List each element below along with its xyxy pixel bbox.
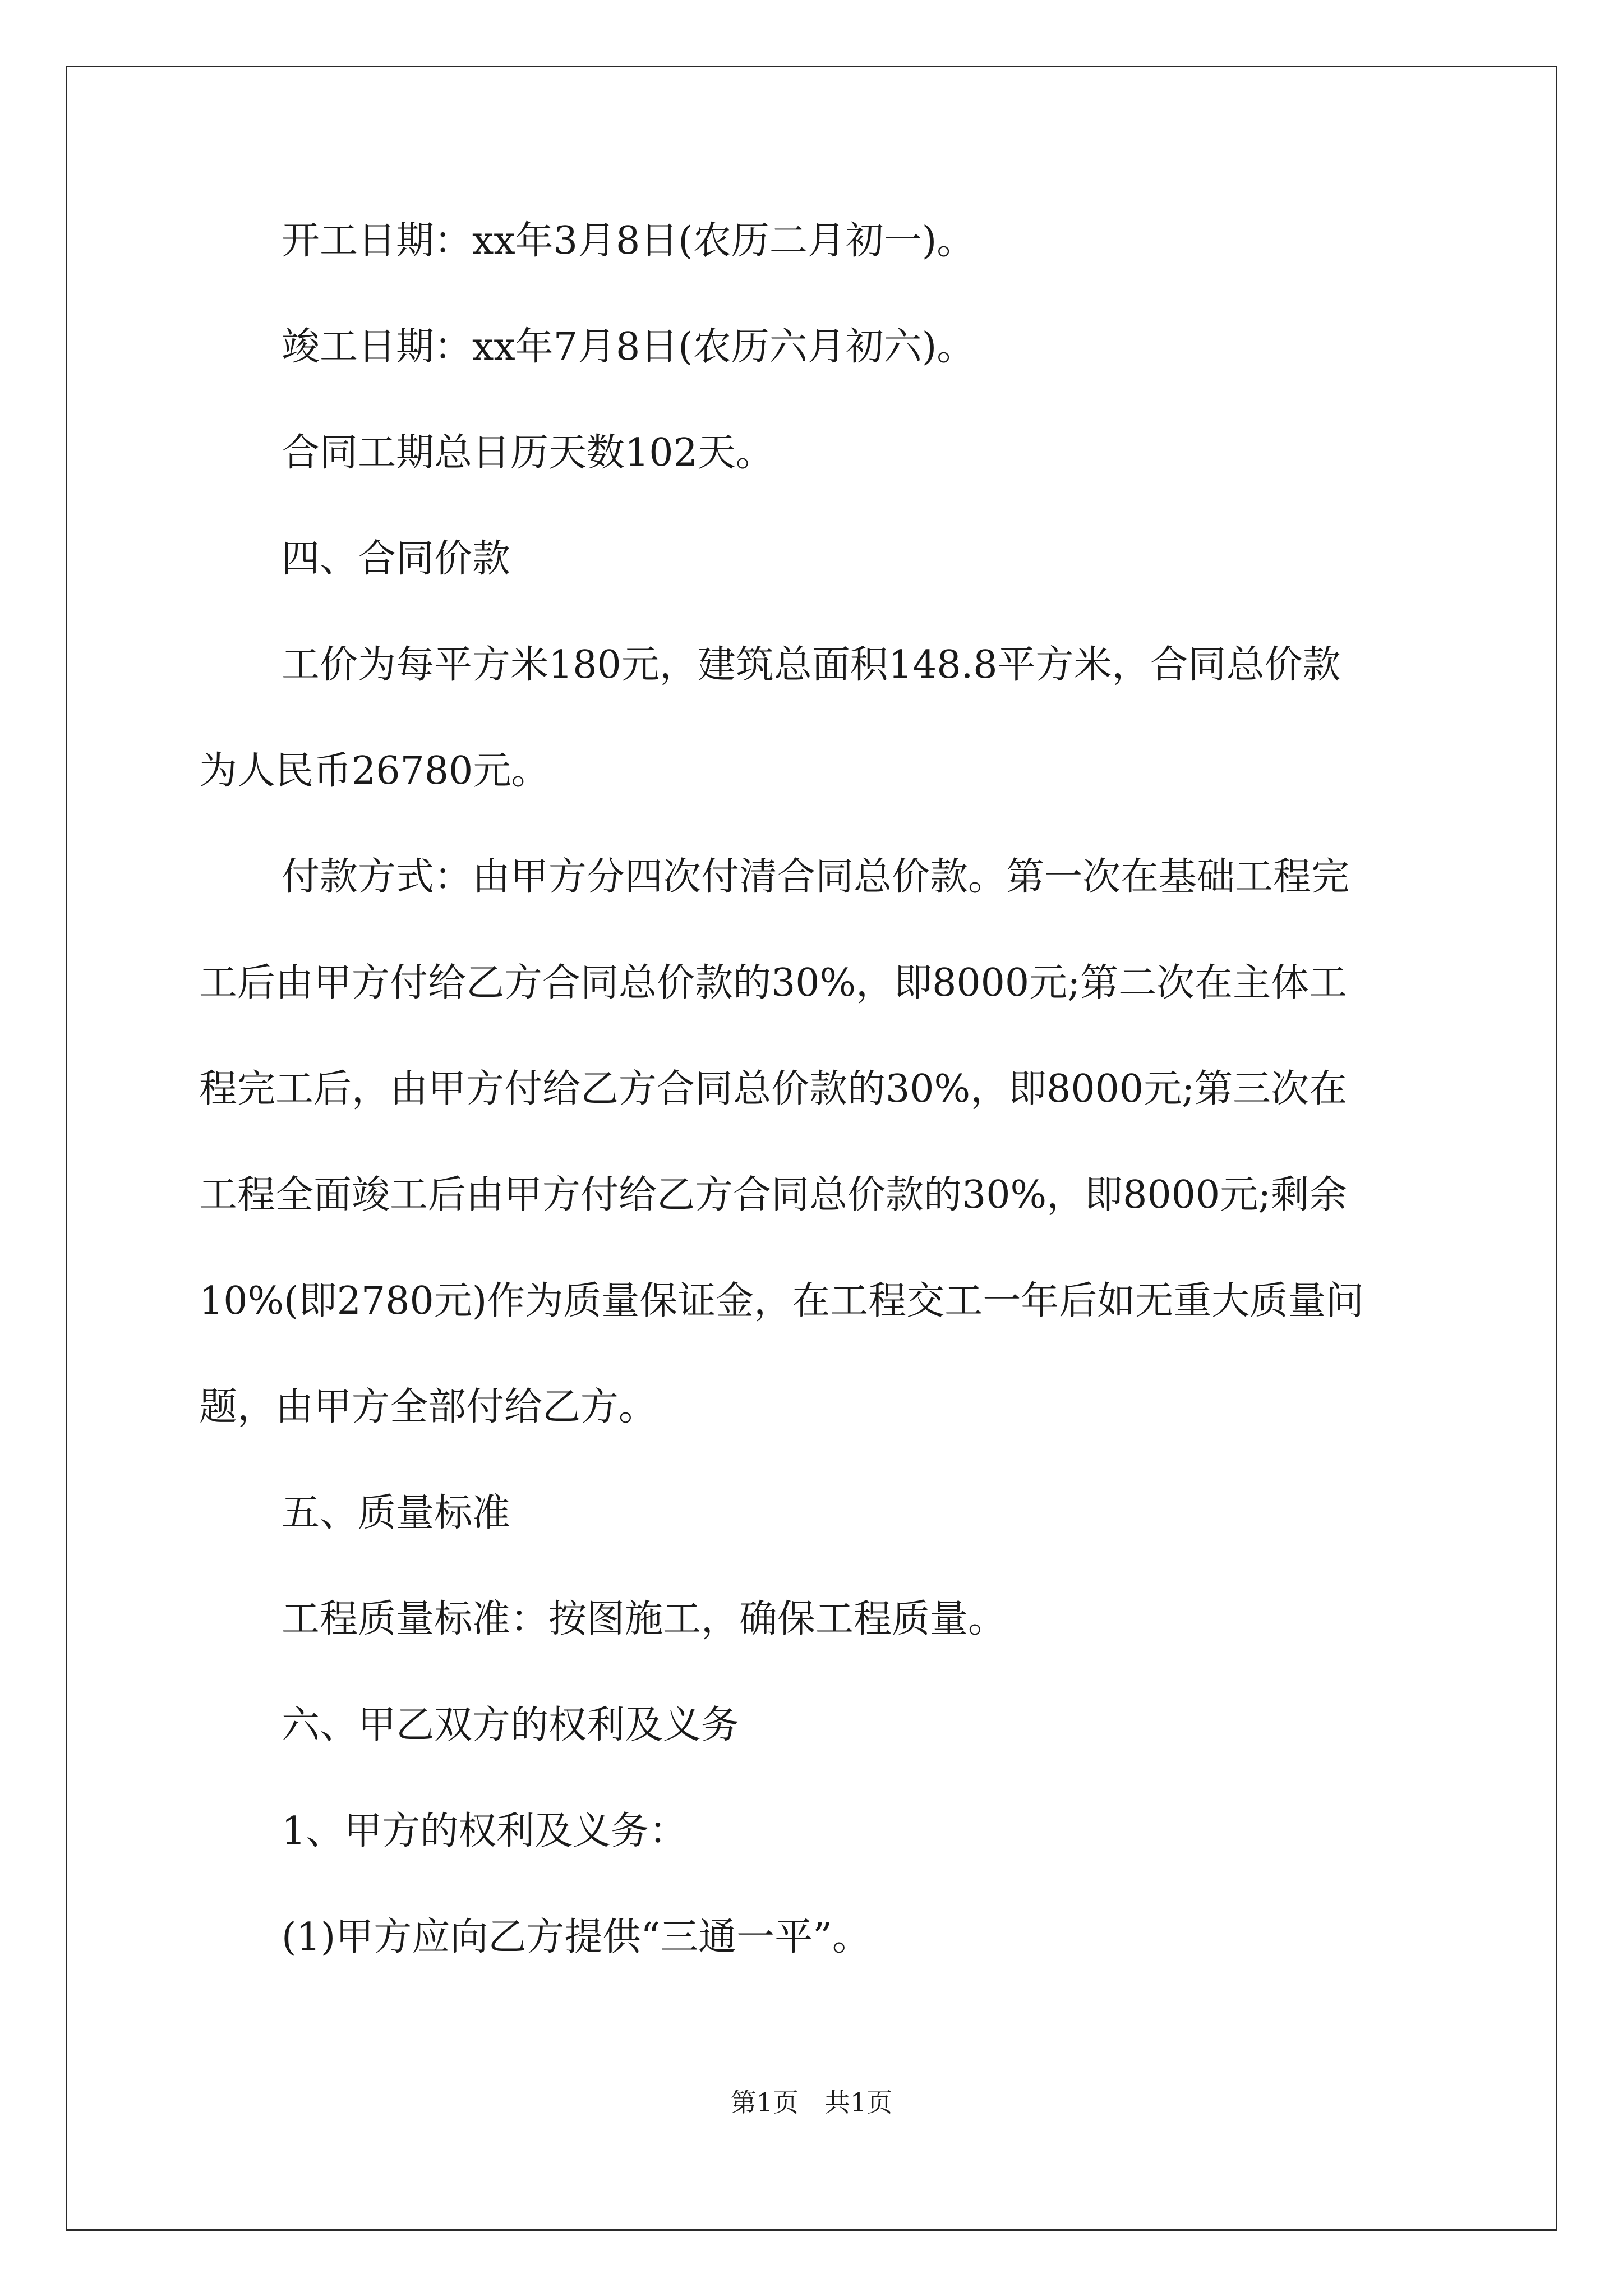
quality-paragraph xyxy=(199,1597,1427,1642)
start-date-paragraph xyxy=(199,219,1427,264)
quality-text: 工程质量标准：按图施工，确保工程质量。 xyxy=(282,1597,1007,1641)
payment-line-4: 工程全面竣工后由甲方付给乙方合同总价款的30%，即8000元;剩余 xyxy=(199,1173,1348,1217)
total-days-text: 合同工期总日历天数102天。 xyxy=(282,431,774,475)
section-6-title: 六、甲乙双方的权利及义务 xyxy=(282,1703,740,1747)
section-5-title: 五、质量标准 xyxy=(282,1491,511,1535)
price-line-2: 为人民币26780元。 xyxy=(199,749,550,793)
page-number: 第1页 共1页 xyxy=(730,2087,893,2118)
total-days-paragraph xyxy=(199,431,1427,476)
item-1-text: (1)甲方应向乙方提供“三通一平”。 xyxy=(282,1915,870,1959)
list-item xyxy=(199,1915,1427,1960)
payment-line-6: 题，由甲方全部付给乙方。 xyxy=(199,1385,657,1429)
payment-line-3: 程完工后，由甲方付给乙方合同总价款的30%，即8000元;第三次在 xyxy=(199,1067,1348,1111)
payment-line-5: 10%(即2780元)作为质量保证金，在工程交工一年后如无重大质量问 xyxy=(199,1279,1364,1323)
party-a-text: 1、甲方的权利及义务： xyxy=(282,1809,688,1853)
end-date-text: 竣工日期：xx年7月8日(农历六月初六)。 xyxy=(282,325,975,369)
start-date-text: 开工日期：xx年3月8日(农历二月初一)。 xyxy=(282,219,975,263)
section-heading-rights xyxy=(199,1703,1427,1748)
section-4-title: 四、合同价款 xyxy=(282,537,511,581)
section-heading-price xyxy=(199,537,1427,582)
party-a-heading xyxy=(199,1809,1427,1854)
section-heading-quality xyxy=(199,1491,1427,1536)
document-body xyxy=(199,219,1427,2021)
page-footer xyxy=(0,2087,1623,2118)
price-line-1: 工价为每平方米180元，建筑总面积148.8平方米，合同总价款 xyxy=(282,643,1341,687)
payment-paragraph xyxy=(199,855,1427,1430)
payment-line-2: 工后由甲方付给乙方合同总价款的30%，即8000元;第二次在主体工 xyxy=(199,961,1348,1005)
payment-line-1: 付款方式：由甲方分四次付清合同总价款。第一次在基础工程完 xyxy=(282,855,1350,899)
end-date-paragraph xyxy=(199,325,1427,370)
price-paragraph xyxy=(199,643,1427,794)
